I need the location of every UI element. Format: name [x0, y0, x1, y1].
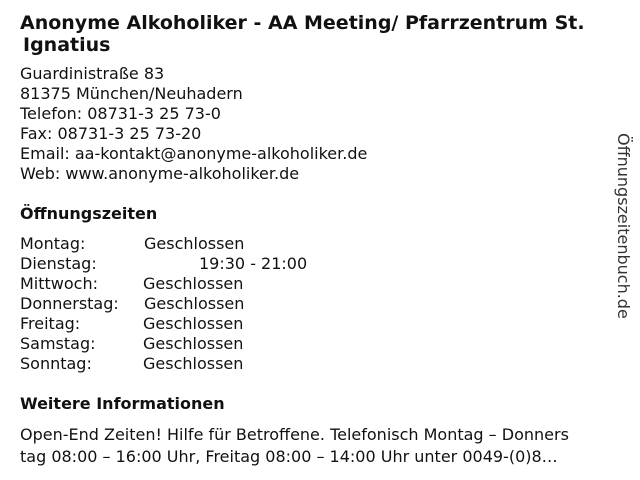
time-value: Geschlossen	[143, 334, 244, 353]
day-label: Sonntag:	[20, 354, 92, 373]
address-block	[20, 64, 367, 184]
city: 81375 München/Neuhadern	[20, 84, 243, 103]
page-title-line-1: Anonyme Alkoholiker - AA Meeting/ Pfarrzentrum St.	[20, 12, 585, 34]
time-value: Geschlossen	[143, 274, 244, 293]
page-title	[20, 12, 620, 56]
time-value: Geschlossen	[144, 234, 245, 253]
site-watermark: Öffnungszeitenbuch.de	[614, 133, 633, 319]
info-heading: Weitere Informationen	[20, 394, 225, 413]
street: Guardinistraße 83	[20, 64, 165, 83]
day-label: Freitag:	[20, 314, 81, 333]
time-value: Geschlossen	[144, 294, 245, 313]
day-label: Dienstag:	[20, 254, 97, 273]
day-label: Donnerstag:	[20, 294, 119, 313]
page-title-line-2: Ignatius	[23, 34, 111, 56]
day-label: Mittwoch:	[20, 274, 98, 293]
day-label: Samstag:	[20, 334, 96, 353]
info-text-line-1: Open-End Zeiten! Hilfe für Betroffene. Telefonisch Montag – Donners	[20, 425, 569, 444]
web: Web: www.anonyme-alkoholiker.de	[20, 164, 300, 183]
info-text	[20, 424, 620, 468]
fax: Fax: 08731-3 25 73-20	[20, 124, 202, 143]
info-text-line-2: tag 08:00 – 16:00 Uhr, Freitag 08:00 – 14:00 Uhr unter 0049-(0)8…	[20, 447, 558, 466]
time-value: Geschlossen	[143, 314, 244, 333]
hours-heading: Öffnungszeiten	[20, 204, 158, 223]
day-label: Montag:	[20, 234, 86, 253]
email: Email: aa-kontakt@anonyme-alkoholiker.de	[20, 144, 368, 163]
time-value: Geschlossen	[143, 354, 244, 373]
time-value: 19:30 - 21:00	[199, 254, 308, 273]
phone: Telefon: 08731-3 25 73-0	[20, 104, 221, 123]
